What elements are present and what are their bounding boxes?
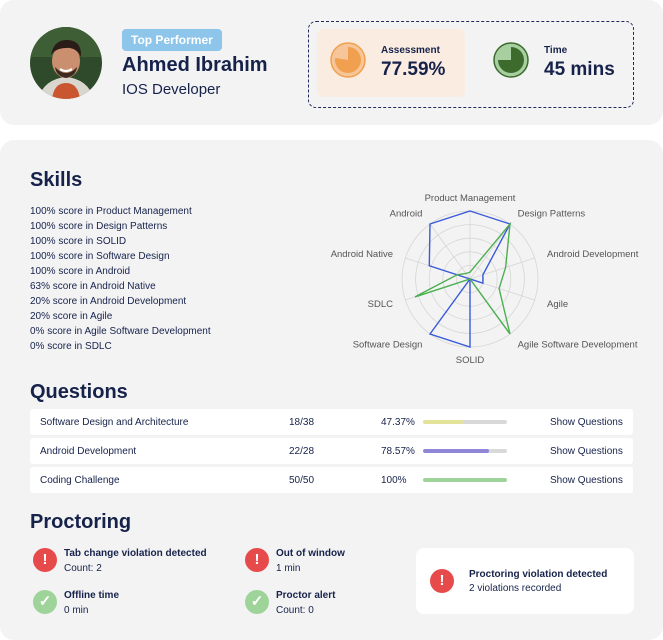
skill-line: 0% score in Agile Software Development (30, 326, 211, 337)
proctoring-item-title: Proctor alert (276, 590, 336, 601)
questions-title: Questions (30, 381, 128, 403)
skill-line: 100% score in Product Management (30, 206, 192, 217)
show-questions-button[interactable]: Show Questions (550, 446, 623, 457)
proctoring-item-value: Count: 2 (64, 563, 102, 574)
proctoring-violation-alert (416, 548, 634, 614)
avatar (30, 27, 102, 99)
radar-axis-label: SDLC (367, 299, 393, 310)
violation-alert-title: Proctoring violation detected (469, 569, 608, 580)
question-progress-bar (423, 420, 507, 424)
proctoring-item-title: Tab change violation detected (64, 548, 207, 559)
question-category: Coding Challenge (40, 475, 120, 486)
radar-axis-label: SOLID (455, 355, 485, 366)
radar-axis-label: Agile Software Development (517, 339, 638, 351)
time-value: 45 mins (544, 59, 615, 80)
alert-icon: ! (245, 548, 269, 572)
proctoring-item-value: 1 min (276, 563, 301, 574)
time-label: Time (544, 45, 568, 56)
check-icon: ✓ (33, 590, 57, 614)
skill-line: 0% score in SDLC (30, 341, 112, 352)
question-progress-fill (423, 478, 507, 482)
radar-axis-label: Android Native (330, 249, 393, 260)
radar-axis-label: Android Development (547, 249, 639, 260)
skills-title: Skills (30, 169, 83, 191)
proctoring-item-value: Count: 0 (276, 605, 314, 616)
radar-axis-line (430, 224, 470, 279)
skill-line: 100% score in SOLID (30, 236, 127, 247)
radar-axis-label: Software Design (352, 339, 423, 351)
show-questions-button[interactable]: Show Questions (550, 417, 623, 428)
candidate-name: Ahmed Ibrahim (122, 54, 268, 76)
skill-line: 20% score in Agile (30, 311, 113, 322)
question-percent: 47.37% (381, 417, 415, 428)
proctoring-item-value: 0 min (64, 605, 89, 616)
skills-radar-chart (330, 186, 650, 368)
radar-axis-label: Android (389, 208, 423, 220)
proctoring-item-title: Out of window (276, 548, 345, 559)
show-questions-button[interactable]: Show Questions (550, 475, 623, 486)
radar-axis-label: Agile (547, 299, 569, 310)
question-score: 22/28 (289, 446, 315, 457)
proctoring-item-title: Offline time (64, 590, 120, 601)
top-performer-badge: Top Performer (122, 29, 222, 51)
alert-icon: ! (430, 569, 454, 593)
check-icon: ✓ (245, 590, 269, 614)
question-row (30, 438, 633, 464)
question-progress-bar (423, 449, 507, 453)
question-score: 50/50 (289, 475, 315, 486)
question-score: 18/38 (289, 417, 315, 428)
skill-line: 20% score in Android Development (30, 296, 187, 307)
assessment-pie-icon (330, 42, 366, 78)
question-row (30, 409, 633, 435)
question-row (30, 467, 633, 493)
skill-line: 100% score in Design Patterns (30, 221, 168, 232)
radar-axis-label: Design Patterns (517, 208, 586, 220)
time-pie-icon (493, 42, 529, 78)
skill-line: 100% score in Software Design (30, 251, 170, 262)
assessment-value: 77.59% (381, 59, 446, 80)
violation-alert-sub: 2 violations recorded (469, 583, 562, 594)
candidate-role: IOS Developer (122, 81, 221, 98)
alert-icon: ! (33, 548, 57, 572)
question-category: Software Design and Architecture (40, 417, 189, 428)
question-progress-fill (423, 449, 489, 453)
skill-line: 100% score in Android (30, 266, 131, 277)
proctoring-title: Proctoring (30, 511, 132, 533)
question-progress-bar (423, 478, 507, 482)
question-percent: 78.57% (381, 446, 415, 457)
assessment-label: Assessment (381, 45, 440, 56)
question-category: Android Development (40, 446, 137, 457)
radar-axis-label: Product Management (424, 193, 516, 204)
question-progress-fill (423, 420, 463, 424)
skill-line: 63% score in Android Native (30, 281, 156, 292)
question-percent: 100% (381, 475, 407, 486)
